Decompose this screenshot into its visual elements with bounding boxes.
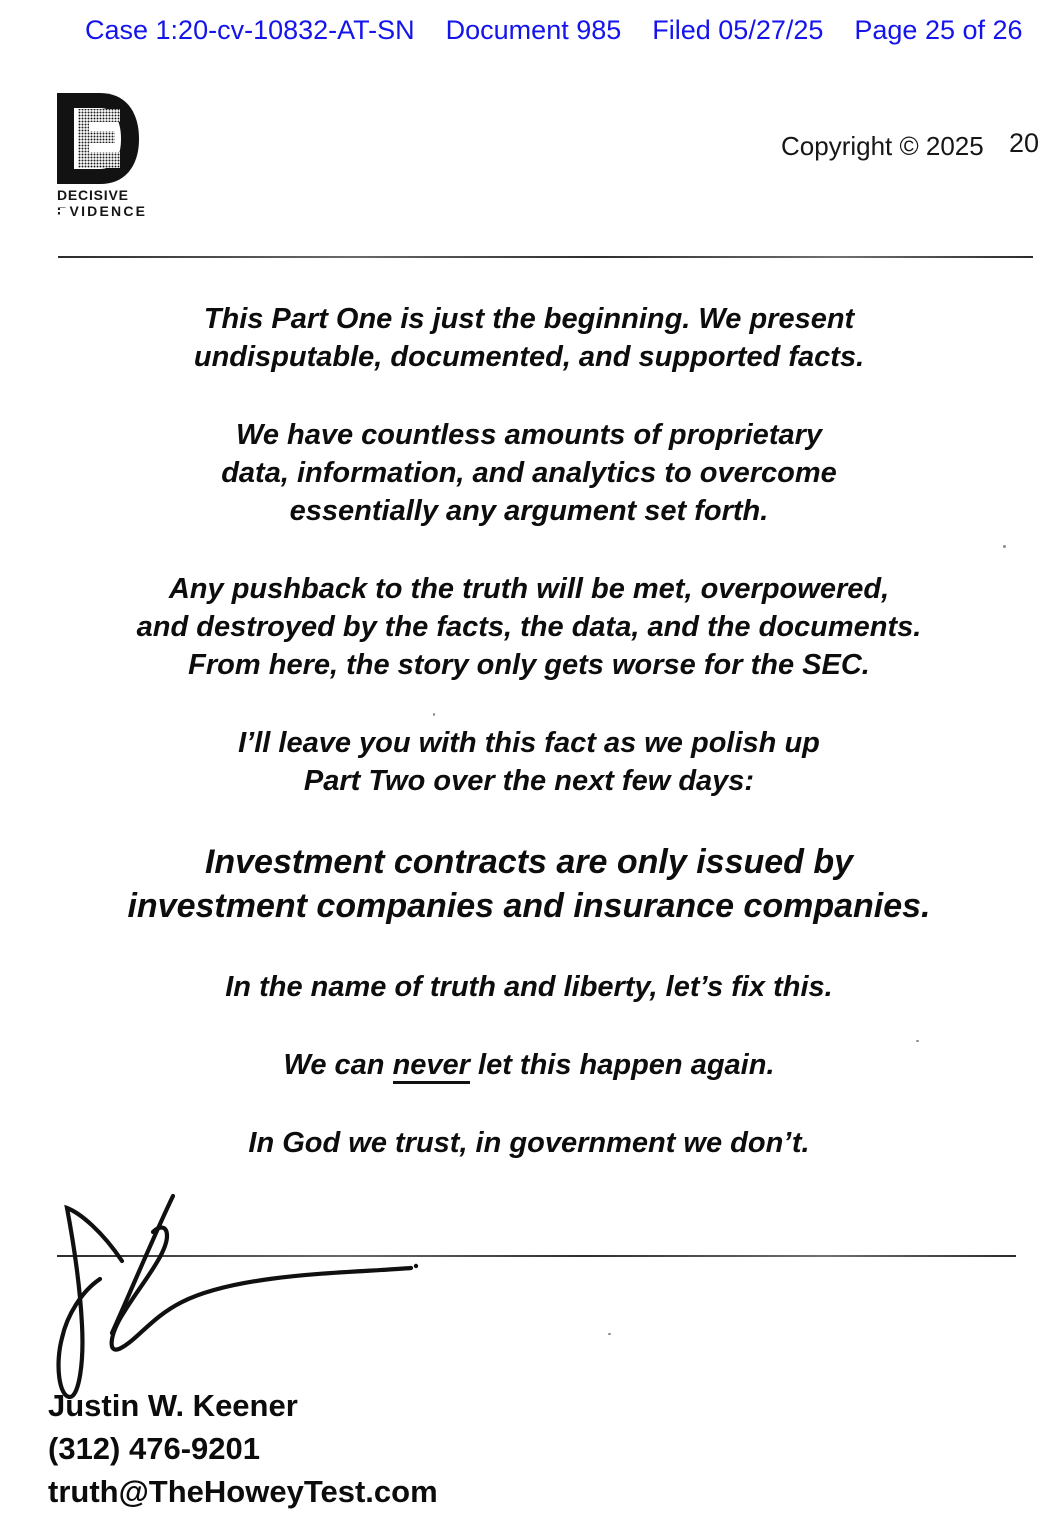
paragraph-line: Investment contracts are only issued by <box>204 843 854 881</box>
paragraph-line: undisputable, documented, and supported facts. <box>193 341 865 373</box>
paragraph-line: This Part One is just the beginning. We present <box>203 303 855 335</box>
paragraph-line: Part Two over the next few days: <box>303 765 755 797</box>
signature-pen-dot <box>414 1264 418 1268</box>
signer-phone: (312) 476-9201 <box>48 1431 260 1466</box>
paragraph-line: essentially any argument set forth. <box>289 495 769 527</box>
de-monogram-icon <box>57 93 141 185</box>
paragraph-line: From here, the story only gets worse for the SEC. <box>188 649 870 681</box>
paragraph-3 <box>0 570 1058 684</box>
filed-date: Filed 05/27/25 <box>652 15 824 45</box>
case-number: Case 1:20-cv-10832-AT-SN <box>85 15 415 45</box>
paragraph-line: data, information, and analytics to overcome <box>221 457 837 489</box>
scan-speck <box>916 1040 919 1042</box>
document-number: Document 985 <box>445 15 622 45</box>
paragraph-7 <box>0 1046 1058 1084</box>
paragraph-line: In God we trust, in government we don’t. <box>248 1127 810 1159</box>
paragraph-line: and destroyed by the facts, the data, and the documents. <box>136 611 922 643</box>
paragraph-line: investment companies and insurance companies. <box>127 887 931 925</box>
page-number: 20 <box>1009 128 1040 158</box>
decisive-evidence-logo <box>57 93 167 219</box>
signature-stroke <box>59 1208 122 1397</box>
court-filing-header <box>85 14 1023 46</box>
page-of-pages: Page 25 of 26 <box>854 15 1023 45</box>
logo-wordmark <box>57 188 167 219</box>
signer-name: Justin W. Keener <box>48 1388 298 1423</box>
logo-word-decisive: DECISIVE <box>57 187 129 203</box>
paragraph-line: In the name of truth and liberty, let’s fix this. <box>225 971 833 1003</box>
signature-contact-block <box>48 1384 438 1513</box>
stylized-e-icon: E <box>57 203 69 219</box>
paragraph-4 <box>0 724 1058 800</box>
paragraph-line: Any pushback to the truth will be met, overpowered, <box>168 573 890 605</box>
header-divider-rule <box>58 256 1033 258</box>
logo-word-evidence-rest: VIDENCE <box>69 203 148 219</box>
logo-word-evidence <box>57 203 167 219</box>
signer-email: truth@TheHoweyTest.com <box>48 1474 438 1509</box>
paragraph-1 <box>0 300 1058 376</box>
paragraph-6 <box>0 968 1058 1006</box>
paragraph-5-emphasis <box>0 840 1058 928</box>
paragraph-2 <box>0 416 1058 530</box>
paragraph-text: We can <box>283 1049 393 1081</box>
logo-letter-e-halftone <box>78 109 120 168</box>
paragraph-8 <box>0 1124 1058 1162</box>
copyright-notice: Copyright © 2025 <box>781 131 984 161</box>
document-body <box>0 300 1058 1202</box>
underlined-word: never <box>393 1049 470 1084</box>
paragraph-line: I’ll leave you with this fact as we polish up <box>238 727 820 759</box>
scan-speck <box>608 1333 611 1335</box>
scan-speck <box>1003 545 1006 548</box>
paragraph-text: let this happen again. <box>469 1049 775 1081</box>
scan-speck <box>433 713 435 716</box>
paragraph-line: We have countless amounts of proprietary <box>235 419 823 451</box>
signature-stroke <box>112 1227 411 1349</box>
handwritten-signature-icon <box>50 1193 430 1403</box>
